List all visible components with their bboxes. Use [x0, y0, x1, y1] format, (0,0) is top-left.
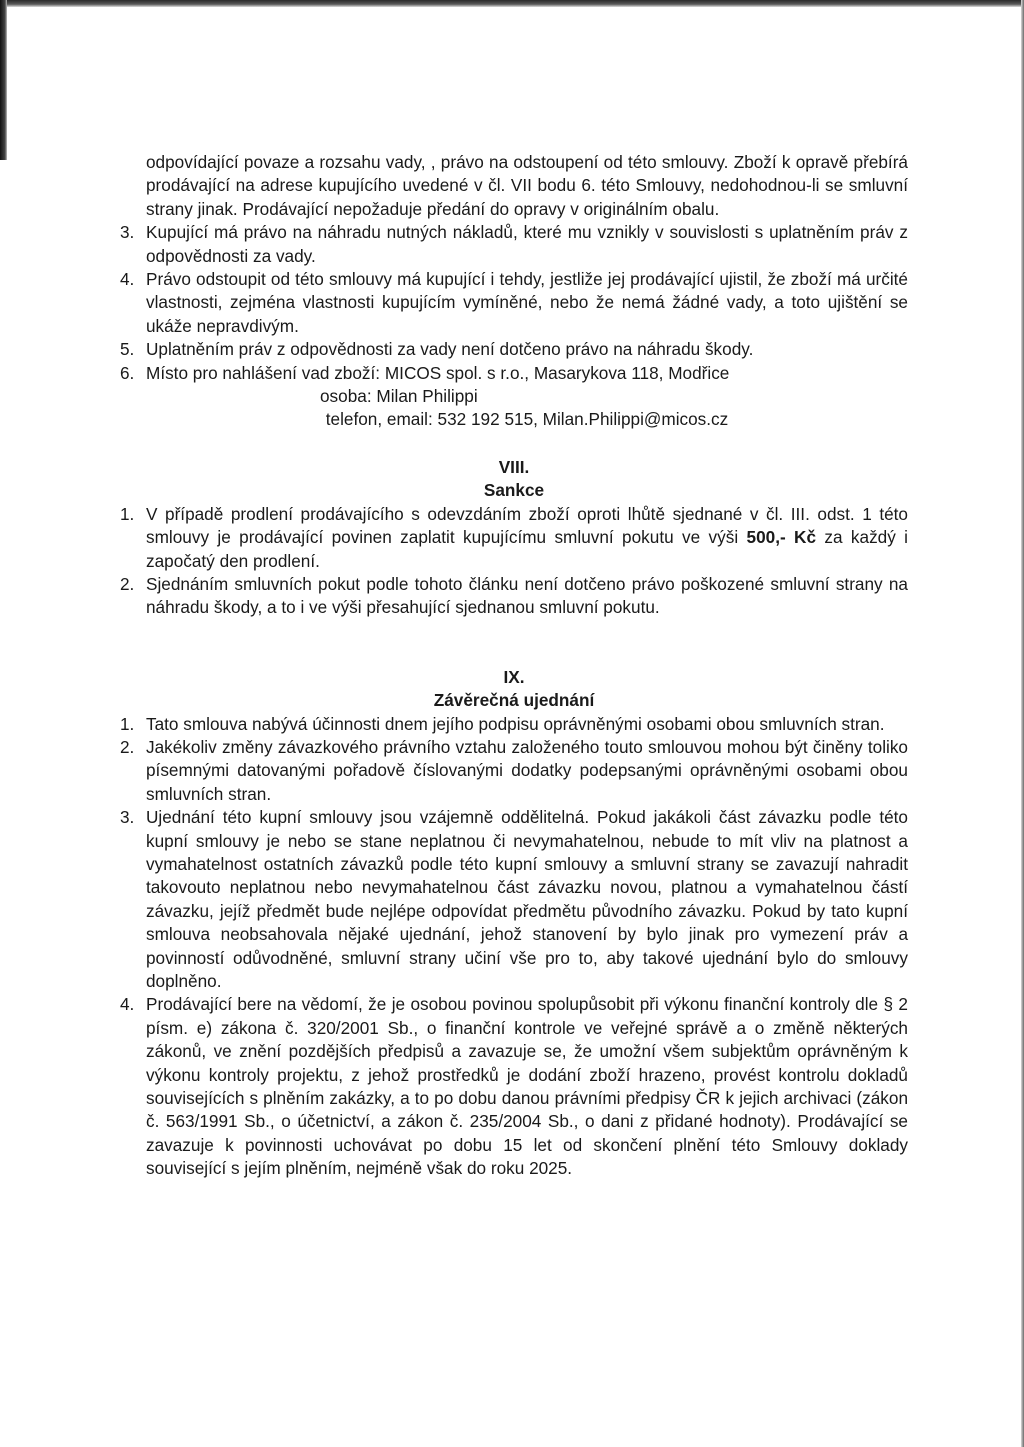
list-item: [120, 338, 908, 361]
item-number: 1.: [120, 503, 135, 524]
list-item: [120, 221, 908, 268]
contact-phone-email: [146, 408, 908, 431]
document-page: [120, 151, 908, 1181]
item-number: 4.: [120, 269, 135, 290]
list-item: [120, 362, 908, 385]
section-title: Sankce: [483, 480, 545, 501]
item-number: 2.: [120, 573, 135, 594]
item-text: Uplatněním práv z odpovědnosti za vady není dotčeno právo na náhradu škody.: [146, 339, 754, 360]
item-text: Prodávající bere na vědomí, že je osobou povinou spolupůsobit při výkonu finanční kontroly dle § 2 písm. e) zákona č. 320/2001 Sb., o finanční kontrole ve veřejné správě a o změně některých zákonů, ve znění pozdějších předpisů a zavazuje se, že umožní všem subjektům oprávněným k výkonu kontroly projektu, z jehož prostředků je dodání zboží hrazeno, provést kontrolu dokladů souvisejících s plněním zakázky, a to po dobu danou právními předpisy ČR k jejich archivaci (zákon č. 563/1991 Sb., o účetnictví, a zákon č. 235/2004 Sb., o dani z přidané hodnoty). Prodávající se zavazuje k povinnosti uchovávat po dobu 15 let od skončení plnění této Smlouvy doklady související s jejím plněním, nejméně však do roku 2025.: [146, 994, 908, 1179]
list-item: [120, 503, 908, 573]
item-number: 2.: [120, 736, 135, 757]
list-item: [120, 268, 908, 338]
penalty-amount: 500,- Kč: [746, 527, 817, 548]
section-number: IX.: [503, 666, 525, 687]
section-number: VIII.: [498, 456, 530, 477]
contact-person: osoba: Milan Philippi: [320, 386, 478, 407]
list-item: [120, 713, 908, 736]
continuation-paragraph: odpovídající povaze a rozsahu vady, , právo na odstoupení od této smlouvy. Zboží k opravě přebírá prodávající na adrese kupujícího uvedené v čl. VII bodu 6. této Smlouvy, nedohodnou-li se smluvní strany jinak. Prodávající nepožaduje předání do opravy v originálním obalu.: [146, 152, 908, 219]
scan-edge-top: [0, 0, 1024, 7]
contact-phone-email-text: telefon, email: 532 192 515, Milan.Philippi@micos.cz: [325, 409, 729, 430]
item-text: Tato smlouva nabývá účinnosti dnem jejího podpisu oprávněnými osobami obou smluvních stran.: [146, 713, 885, 734]
item-text: Místo pro nahlášení vad zboží: MICOS spol. s r.o., Masarykova 118, Modřice: [146, 362, 730, 383]
item-text-part: V případě prodlení prodávajícího s odevzdáním zboží oproti lhůtě sjednané v čl. III. odst. 1 této smlouvy je prodávající povinen zaplatit kupujícímu smluvní pokutu ve výši: [146, 503, 908, 548]
item-text-part: za každý i započatý den prodlení.: [146, 527, 909, 571]
item-text: Sjednáním smluvních pokut podle tohoto článku není dotčeno právo poškozené smluvní strany na náhradu škody, a to i ve výši přesahující sjednanou smluvní pokutu.: [146, 573, 908, 618]
item-number: 3.: [120, 807, 135, 828]
list-item: [120, 573, 908, 620]
list-item: [120, 806, 908, 993]
item-text: Kupující má právo na náhradu nutných nákladů, které mu vznikly v souvislosti s uplatněním práv z odpovědnosti za vady.: [146, 222, 908, 266]
scan-edge-left: [0, 0, 7, 160]
item-number: 5.: [120, 339, 135, 360]
item-text: Právo odstoupit od této smlouvy má kupující i tehdy, jestliže jej prodávající ujistil, že zboží má určité vlastnosti, zejména vlastnosti kupujícím vymíněné, nebo že nemá žádné vady, a toto ujištění se ukáže nepravdivým.: [146, 269, 908, 336]
item-number: 1.: [120, 713, 135, 734]
list-item: [120, 736, 908, 806]
item-text: Ujednání této kupní smlouvy jsou vzájemně oddělitelná. Pokud jakákoli část závazku podle této kupní smlouvy je nebo se stane neplatnou či nevymahatelnou, nebude to mít vliv na platnost a vymahatelnost ostatních závazků podle této kupní smlouvy a smluvní strany se zavazují nahradit takovouto neplatnou nebo nevymahatelnou část závazku novou, platnou a vymahatelnou částí závazku, jejíž předmět bude nejlépe odpovídat předmětu původního závazku. Pokud by tato kupní smlouva neobsahovala nějaké ujednání, jehož stanovení by bylo jinak pro vymezení práv a povinností odůvodněné, smluvní strany učiní vše pro to, aby takové ujednání bylo do smlouvy doplněno.: [146, 807, 908, 991]
item-text: [146, 503, 908, 573]
item-number: 6.: [120, 362, 135, 383]
item-number: 3.: [120, 222, 135, 243]
item-text: Jakékoliv změny závazkového právního vztahu založeného touto smlouvou mohou být činěny toliko písemnými datovanými pořadově číslovanými dodatky podepsanými oprávněnými osobami obou smluvních stran.: [146, 736, 908, 804]
section-title: Závěrečná ujednání: [433, 690, 595, 711]
list-item: [120, 993, 908, 1180]
item-number: 4.: [120, 994, 135, 1015]
